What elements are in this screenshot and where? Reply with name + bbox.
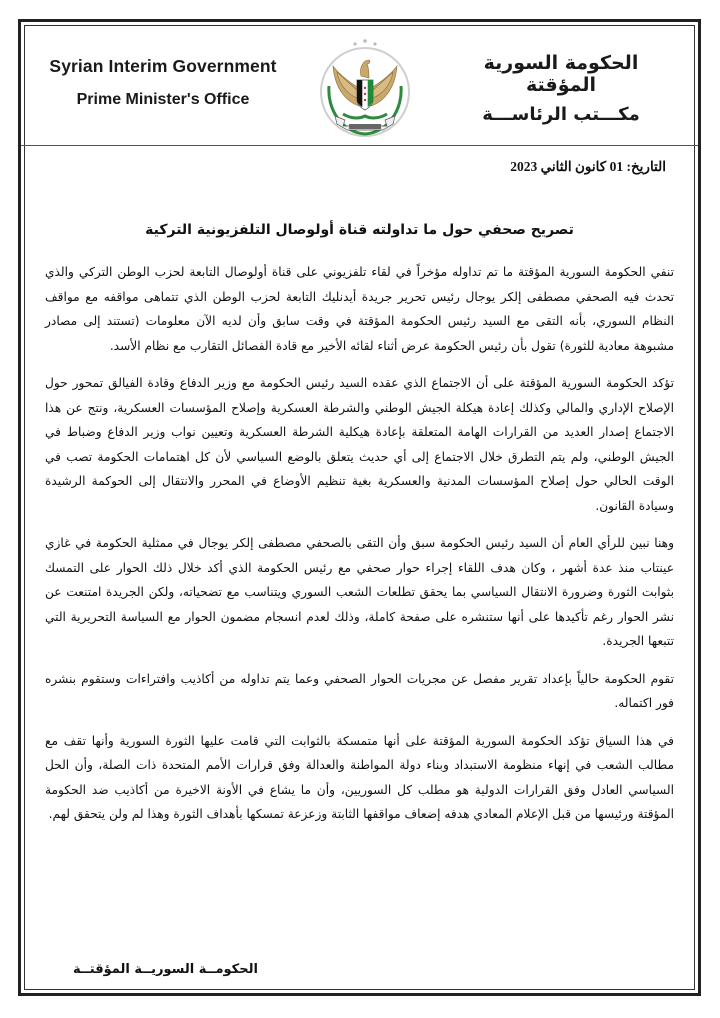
- paragraph: تقوم الحكومة حالياً بإعداد تقرير مفصل عن مجريات الحوار الصحفي وعما يتم تداوله من أكاذيب وافتراءات وستقوم بنشره فور اكتماله.: [45, 671, 674, 710]
- signature: الحكومــة السوريــة المؤقتــة: [73, 962, 258, 977]
- paragraph: في هذا السياق تؤكد الحكومة السورية المؤقتة على أنها متمسكة بالثوابت التي قامت عليها الثورة السورية وأنها تقف مع مطالب الشعب في إنهاء منظومة الاستبداد وبناء دولة المواطنة والعدالة وفق قرارات الأمم المتحدة ذات الصلة، وأن الحل السياسي العادل وفق القرارات الدولية هو مطلب كل السوريين، وأن ما يشاع في الأونة الاخيرة من أكاذيب ضد الحكومة المؤقتة ورئيسها من قبل الإعلام المعادي هدفه إضعاف مواقفها الثابتة وزعزعة تمسكها بأهداف الثورة وهذا لم ولن يتحقق لهم.: [45, 733, 674, 821]
- eagle-emblem-icon: [313, 36, 417, 140]
- office-name-english: Prime Minister's Office: [76, 91, 250, 108]
- letterhead-english: [43, 56, 283, 109]
- statement-body: [45, 260, 674, 840]
- document-frame: [18, 19, 701, 996]
- date-label: التاريخ:: [626, 159, 666, 174]
- org-name-arabic: الحكومة السورية المؤقتة: [483, 52, 639, 96]
- date-value: 01 كانون الثاني 2023: [510, 159, 624, 174]
- stars-icon: [353, 39, 376, 45]
- government-emblem-logo: [313, 36, 417, 140]
- paragraph: وهنا نبين للرأي العام أن السيد رئيس الحكومة سبق وأن التقى بالصحفي مصطفى إلكر يوجال في ممثلية الحكومة في غازي عينتاب منذ عدة أشهر ، وكان هدف اللقاء إجراء حوار صحفي مع رئيس الحكومة الذي أكد خلال ذلك الحوار على التمسك بثوابت الثورة وضرورة الانتقال السياسي بما يحقق تطلعات الشعب السوري ويتناسب مع تضحياته، ولكن الجريدة امتنعت عن نشر الحوار رغم تأكيدها على أنها ستنشره على صفحة كاملة، وذلك لعدم انسجام مضمون الحوار مع السياسة التحريرية التي تتبعها الجريدة.: [45, 536, 674, 648]
- letterhead: [21, 22, 698, 146]
- paragraph: تؤكد الحكومة السورية المؤقتة على أن الاجتماع الذي عقده السيد رئيس الحكومة مع وزير الدفاع وقادة الفيالق تمحور حول الإصلاح الإداري والمالي وكذلك إعادة هيكلة الجيش الوطني والشرطة العسكرية وإصلاح المؤسسات العسكرية، ونتج عن هذا الاجتماع إصدار العديد من القرارات الهامة المتعلقة بإعادة هيكلية الشرطة العسكرية وتعيين نواب وزير الدفاع وضباط في الجيش الوطني، ولم يتم التطرق خلال الاجتماع إلى أي حديث يتعلق بالوضع السياسي لأن كل اهتمامات الحكومة تصب في الوقت الحالي حول إصلاح المؤسسات المدنية والعسكرية بغية تنظيم الأوضاع في المحرر والانتقال إلى الحوكمة الرشيدة وسيادة القانون.: [45, 376, 674, 513]
- letterhead-arabic: [446, 52, 676, 125]
- paragraph: تنفي الحكومة السورية المؤقتة ما تم تداوله مؤخراً في لقاء تلفزيوني على قناة أولوصال التابعة لحزب الوطن التركي والذي تحدث فيه الصحفي مصطفى إلكر يوجال رئيس تحرير جريدة أيدنليك التابعة لحزب الوطن الذي تتماهى مواقفه مع مواقف النظام السوري، بأنه التقى مع السيد رئيس الحكومة المؤقتة في وقت سابق وأن لديه الآن معلومات (تستند إلى مصادر مشبوهة معادية للثورة) تقول بأن رئيس الحكومة عرض أثناء لقائه الأخير مع قادة الفصائل التقارب مع نظام الأسد.: [45, 265, 674, 353]
- office-name-arabic: مكـــتب الرئاســـة: [482, 104, 640, 125]
- document-date: [510, 159, 666, 175]
- statement-title: تصريح صحفي حول ما تداولته قناة أولوصال التلفزيونية التركية: [145, 222, 574, 238]
- org-name-english: Syrian Interim Government: [49, 56, 277, 76]
